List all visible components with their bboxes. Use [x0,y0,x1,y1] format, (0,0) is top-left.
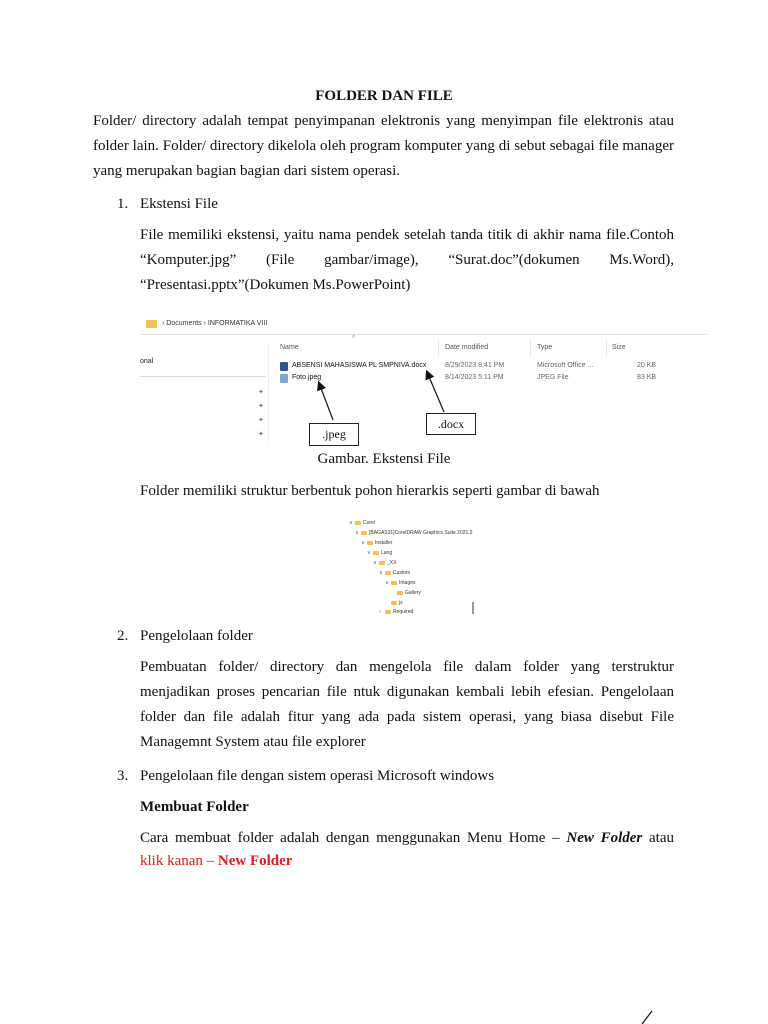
chevron-down-icon: ∨ [367,550,371,556]
list-number-2: 2. [117,628,129,644]
column-header-date[interactable]: Date modified [445,344,489,351]
file-name: Foto.jpeg [292,374,322,381]
callout-docx: .docx [426,413,476,435]
ekstensi-file-paragraph: File memiliki ekstensi, yaitu nama pendek setelah tanda titik di akhir nama file.Contoh “Komputer.jpg” (File gambar/image), “Surat.doc”(dokumen Ms.Word), “Presentasi.pptx”(Dokumen Ms.PowerPoint) [140,227,674,293]
column-header-name[interactable]: Name [280,344,299,351]
body-text: Cara membuat folder adalah dengan menggunakan Menu Home – [140,830,567,846]
tree-item[interactable]: Gallery [397,590,421,598]
chevron-down-icon: ∨ [373,560,377,566]
folder-icon [391,601,397,605]
folder-icon [373,551,379,555]
scrollbar[interactable] [472,602,474,614]
file-type: JPEG File [537,374,569,381]
membuat-folder-paragraph-line1 [140,826,674,851]
column-header-type[interactable]: Type [537,344,553,351]
list-number-1: 1. [117,196,129,212]
folder-icon [355,521,361,525]
folder-icon [385,571,391,575]
subheading-membuat-folder: Membuat Folder [140,799,249,815]
folder-icon [385,610,391,614]
chevron-down-icon: ∨ [385,580,389,586]
document-title: FOLDER DAN FILE [315,88,453,104]
sort-arrow-icon: ^ [352,335,356,342]
pin-icon: ✦ [258,417,264,424]
chevron-right-icon: › [379,609,381,614]
tree-item[interactable]: ∨ Installer [361,540,393,546]
section-heading-pengelolaan-file: Pengelolaan file dengan sistem operasi Microsoft windows [140,768,495,784]
file-date: 8/29/2023 8:41 PM [445,362,505,369]
new-folder-red-emphasis: New Folder [217,853,293,869]
membuat-folder-paragraph-line2 [140,853,292,870]
chevron-down-icon: ∨ [361,540,365,546]
section-heading-pengelolaan-folder: Pengelolaan folder [140,628,253,644]
list-number-3: 3. [117,768,129,784]
tree-item[interactable]: ∨ Custom [379,570,411,576]
tree-item[interactable]: ∨ Images [385,580,416,586]
chevron-down-icon: ∨ [355,530,359,536]
tree-item[interactable]: › Required [379,609,414,614]
body-text: atau [642,830,674,846]
column-header-size[interactable]: Size [612,344,626,351]
file-date: 8/14/2023 5:11 PM [445,374,504,381]
pin-icon: ✦ [258,403,264,410]
tree-item[interactable]: ∨ [BAGAS31]CorelDRAW Graphics Suite 2021.2 [355,530,473,536]
file-size: 20 KB [637,362,657,369]
pin-icon: ✦ [258,431,264,438]
tree-item[interactable]: ∨ Lang [367,550,393,556]
tree-intro-text: Folder memiliki struktur berbentuk pohon hierarkis seperti gambar di bawah [140,483,600,499]
right-click-text: klik kanan – [140,853,218,869]
tree-item[interactable]: js [391,600,403,608]
new-folder-emphasis: New Folder [566,830,643,846]
breadcrumb: › Documents › INFORMATIKA VIII [162,320,268,327]
folder-icon [379,561,385,565]
file-name: ABSENSI MAHASISWA PL SMPNIVA.docx [292,362,427,369]
pin-icon: ✦ [258,389,264,396]
folder-tree-screenshot [343,516,477,614]
pengelolaan-folder-paragraph: Pembuatan folder/ directory dan mengelola file dalam folder yang terstruktur menjadikan proses pencarian file ntuk digunakan kembali lebih efesian. Pengelolaan folder dan file adalah fitur yang ada pada sistem operasi, yang biasa disebut File Managemnt System atau file explorer [140,659,674,750]
callout-jpeg: .jpeg [309,423,359,446]
nav-pane-label: onal [140,358,154,365]
file-size: 83 KB [637,374,657,381]
intro-paragraph: Folder/ directory adalah tempat penyimpanan elektronis yang menyimpan file elektronis atau folder lain. Folder/ directory dikelola oleh program komputer yang di sebut sebagai file manager yang merupakan bagian bagian dari sistem operasi. [93,113,674,179]
tree-item[interactable]: ∨ _XX [373,560,397,566]
folder-icon [367,541,373,545]
folder-icon [397,591,403,595]
tree-item[interactable]: ∨ Corel [349,520,375,526]
folder-icon [391,581,397,585]
file-type: Microsoft Office ... [537,362,594,369]
chevron-down-icon: ∨ [349,520,353,526]
chevron-down-icon: ∨ [379,570,383,576]
folder-icon [361,531,367,535]
figure-caption: Gambar. Ekstensi File [317,451,451,467]
section-heading-ekstensi-file: Ekstensi File [140,196,218,212]
